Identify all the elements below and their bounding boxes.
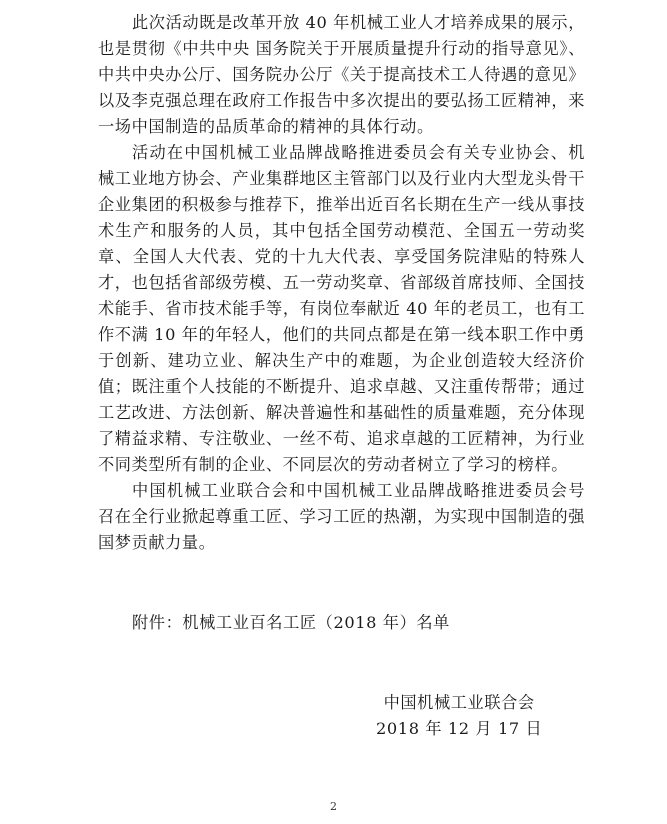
paragraph-1: 此次活动既是改革开放 40 年机械工业人才培养成果的展示，也是贯彻《中共中央 国务院关于开展质量提升行动的指导意见》、中共中央办公厅、国务院办公厅《关于提高技术工人待遇的意见》以及李克强总理在政府工作报告中多次提出的要弘扬工匠精神，来一场中国制造的品质革命的精神的具体行动。 <box>98 13 585 136</box>
paragraph-2: 活动在中国机械工业品牌战略推进委员会有关专业协会、机械工业地方协会、产业集群地区主管部门以及行业内大型龙头骨干企业集团的积极参与推荐下，推举出近百名长期在生产一线从事技术生产和服务的人员，其中包括全国劳动模范、全国五一劳动奖章、全国人大代表、党的十九大代表、享受国务院津贴的特殊人才，也包括省部级劳模、五一劳动奖章、省部级首席技师、全国技术能手、省市技术能手等，有岗位奉献近 40 年的老员工，也有工作不满 10 年的年轻人，他们的共同点都是在第一线本职工作中勇于创新、建功立业、解决生产中的难题，为企业创造较大经济价值；既注重个人技能的不断提升、追求卓越、又注重传帮带；通过工艺改进、方法创新、解决普遍性和基础性的质量难题，充分体现了精益求精、专注敬业、一丝不苟、追求卓越的工匠精神，为行业不同类型所有制的企业、不同层次的劳动者树立了学习的榜样。 <box>98 143 585 474</box>
signature-date: 2018 年 12 月 17 日 <box>376 719 543 738</box>
document-body <box>98 10 585 556</box>
attachment-line: 附件：机械工业百名工匠（2018 年）名单 <box>132 613 450 632</box>
paragraph-3: 中国机械工业联合会和中国机械工业品牌战略推进委员会号召在全行业掀起尊重工匠、学习工匠的热潮，为实现中国制造的强国梦贡献力量。 <box>98 481 585 552</box>
signature-block <box>376 690 542 742</box>
page-number: 2 <box>330 800 337 813</box>
signature-organization: 中国机械工业联合会 <box>383 693 535 712</box>
